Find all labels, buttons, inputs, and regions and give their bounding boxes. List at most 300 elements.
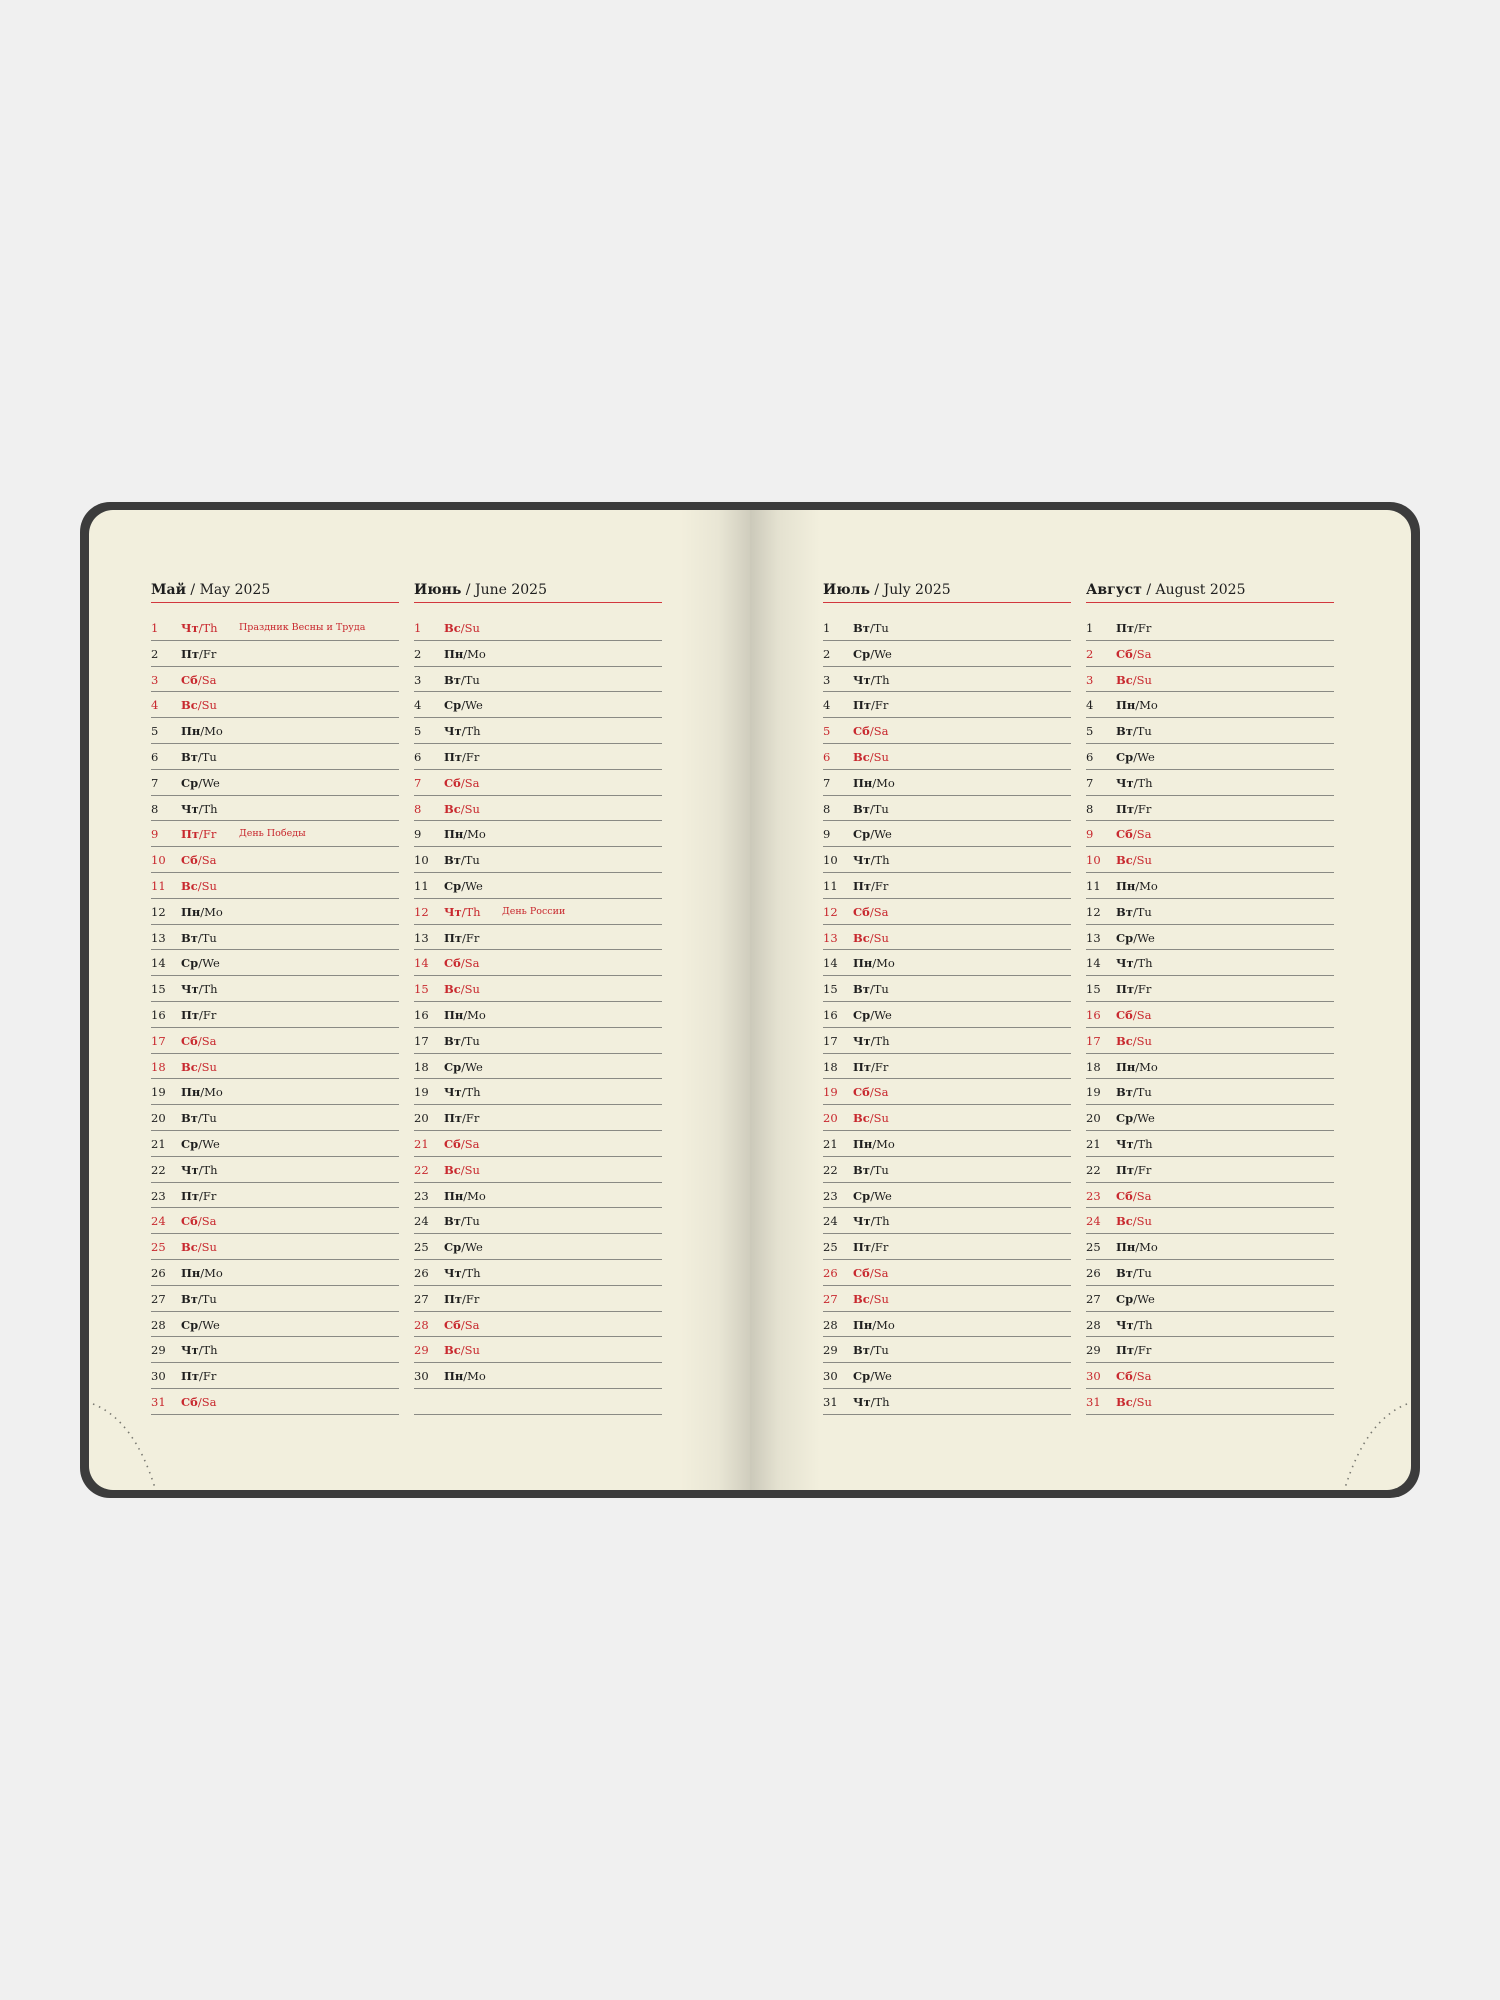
day-number: 19 [151,1085,166,1100]
weekday-separator: / [198,1343,203,1358]
month-august [1086,580,1334,1415]
day-number: 27 [414,1291,429,1306]
weekday-en: Tu [873,1343,889,1358]
weekday-ru: Вс [444,801,461,816]
weekday-ru: Пт [853,1059,871,1074]
weekday-en: We [1137,930,1155,945]
spine-shadow [680,510,750,1490]
weekday-ru: Пн [1116,698,1136,713]
weekday-ru: Вт [1116,1265,1133,1280]
day-row [823,1363,1071,1389]
weekday-separator: / [870,1369,875,1384]
weekday [181,905,223,919]
weekday-separator: / [462,749,466,764]
month-header [823,580,1071,603]
weekday [444,802,480,816]
weekday [444,1189,486,1203]
day-number: 11 [1086,878,1101,893]
weekday-separator: / [1132,853,1137,868]
weekday-en: Mo [204,1265,223,1280]
day-row [1086,1389,1334,1415]
weekday-ru: Ср [853,827,871,842]
day-number: 19 [1086,1085,1101,1100]
day-row [823,1208,1071,1234]
weekday [444,776,479,790]
weekday-ru: Ср [1116,1111,1134,1126]
weekday [1116,931,1155,945]
weekday-en: Tu [873,801,889,816]
weekday-ru: Пт [444,1291,462,1306]
weekday [1116,827,1151,841]
weekday [181,982,218,996]
day-row [151,1054,399,1080]
weekday-ru: Ср [853,1007,871,1022]
weekday [444,1318,479,1332]
day-row [414,796,662,822]
weekday [444,724,481,738]
day-row [1086,796,1334,822]
weekday-separator: / [197,930,202,945]
weekday-en: Mo [204,1085,223,1100]
weekday-en: Sa [873,724,889,739]
day-number: 13 [823,930,838,945]
day-row [823,925,1071,951]
weekday-ru: Вс [1116,1214,1133,1229]
weekday-en: Su [464,801,480,816]
day-number: 17 [1086,1033,1101,1048]
day-row [823,1389,1071,1415]
day-number: 3 [1086,672,1094,687]
weekday [853,1292,889,1306]
weekday-separator: / [197,853,202,868]
weekday-ru: Пн [1116,878,1136,893]
weekday [444,1163,480,1177]
day-number: 9 [414,827,422,842]
day-row [823,615,1071,641]
weekday-ru: Пт [853,1240,871,1255]
day-row [1086,770,1334,796]
day-number: 31 [1086,1394,1101,1409]
weekday [181,1395,216,1409]
weekday-en: Fr [202,1007,217,1022]
weekday-ru: Чт [181,1343,199,1358]
weekday-en: Su [201,698,217,713]
weekday [1116,853,1152,867]
day-row [1086,1105,1334,1131]
weekday-separator: / [197,672,202,687]
weekday-ru: Чт [444,904,462,919]
weekday-separator: / [198,1317,203,1332]
weekday [181,1214,216,1228]
weekday-separator: / [199,1369,203,1384]
day-number: 30 [823,1369,838,1384]
weekday-en: Fr [1137,1343,1152,1358]
weekday-en: Su [873,749,889,764]
weekday [181,647,216,661]
day-number: 12 [414,904,429,919]
day-number: 14 [823,956,838,971]
day-number: 7 [151,775,159,790]
day-row [1086,899,1334,925]
weekday [1116,1240,1158,1254]
weekday [444,879,483,893]
weekday-en: Mo [204,904,223,919]
weekday-separator: / [1132,1394,1137,1409]
day-row [151,899,399,925]
weekday [181,1266,223,1280]
weekday [1116,1266,1152,1280]
day-number: 11 [414,878,429,893]
day-number: 4 [823,698,831,713]
weekday-separator: / [460,956,465,971]
weekday-ru: Чт [853,1394,871,1409]
day-number: 15 [151,982,166,997]
weekday [853,827,892,841]
day-number: 2 [151,646,159,661]
weekday-separator: / [463,1369,468,1384]
day-row [414,1337,662,1363]
weekday [853,621,889,635]
weekday-ru: Вт [853,982,870,997]
weekday [1116,982,1151,996]
day-row [1086,615,1334,641]
day-number: 25 [823,1240,838,1255]
weekday-ru: Вс [444,982,461,997]
weekday [181,879,217,893]
weekday-en: Th [202,621,218,635]
weekday [1116,673,1152,687]
weekday-en: Sa [1136,827,1152,842]
weekday [181,724,223,738]
weekday-ru: Ср [181,956,199,971]
day-number: 13 [151,930,166,945]
day-number: 8 [151,801,159,816]
weekday-ru: Чт [181,621,199,635]
day-row [414,1002,662,1028]
day-number: 14 [414,956,429,971]
weekday [1116,1343,1151,1357]
day-row [1086,976,1334,1002]
day-row [1086,692,1334,718]
day-number: 28 [1086,1317,1101,1332]
day-list [823,615,1071,1415]
weekday-en: Sa [1136,1188,1152,1203]
day-number: 6 [1086,749,1094,764]
weekday-en: Tu [1136,904,1152,919]
weekday-en: Mo [467,1369,486,1384]
weekday-separator: / [1134,621,1138,635]
weekday-en: Mo [1139,1240,1158,1255]
weekday-ru: Пт [853,698,871,713]
weekday-en: Tu [201,1111,217,1126]
weekday-ru: Вс [1116,1033,1133,1048]
weekday-ru: Пт [853,878,871,893]
weekday-ru: Сб [1116,827,1133,842]
day-number: 20 [414,1111,429,1126]
day-number: 18 [1086,1059,1101,1074]
weekday-ru: Вс [444,621,461,635]
weekday-en: Th [874,1394,890,1409]
day-row [823,1286,1071,1312]
weekday [1116,1137,1153,1151]
weekday-ru: Вс [1116,1394,1133,1409]
weekday-ru: Вт [181,1111,198,1126]
day-row [151,1363,399,1389]
weekday-ru: Вт [444,672,461,687]
month-july [823,580,1071,1415]
day-row [1086,847,1334,873]
weekday-en: Su [464,621,480,635]
day-row [151,1002,399,1028]
weekday [853,931,889,945]
day-number: 24 [823,1214,838,1229]
weekday-separator: / [200,904,205,919]
day-row [823,1002,1071,1028]
month-separator: / [874,582,880,598]
weekday-en: Mo [876,1136,895,1151]
day-row [151,770,399,796]
weekday-ru: Пн [444,827,464,842]
weekday [444,1060,483,1074]
weekday [444,827,486,841]
weekday-separator: / [460,801,465,816]
day-row [823,1260,1071,1286]
day-number: 3 [823,672,831,687]
weekday [853,1266,888,1280]
weekday-separator: / [1132,672,1137,687]
weekday [181,1034,216,1048]
day-row [823,718,1071,744]
weekday-separator: / [460,1214,465,1229]
day-row [151,1105,399,1131]
day-row [823,899,1071,925]
weekday-separator: / [462,1291,466,1306]
weekday-ru: Ср [853,646,871,661]
weekday-separator: / [462,1111,466,1126]
day-row [151,821,399,847]
month-may [151,580,399,1415]
weekday [1116,1008,1151,1022]
day-row [823,821,1071,847]
weekday-en: Sa [464,1136,480,1151]
weekday-ru: Чт [444,724,462,739]
weekday-ru: Сб [181,1214,198,1229]
weekday [444,698,483,712]
weekday-en: Th [1137,775,1153,790]
weekday [853,1240,888,1254]
weekday [181,1163,218,1177]
day-number: 5 [1086,724,1094,739]
day-number: 21 [1086,1136,1101,1151]
weekday-en: Su [1136,1033,1152,1048]
weekday [181,802,218,816]
day-row [151,615,399,641]
day-number: 23 [414,1188,429,1203]
day-number: 18 [823,1059,838,1074]
weekday-separator: / [199,646,203,661]
weekday-en: Sa [1136,646,1152,661]
day-number: 29 [1086,1343,1101,1358]
weekday [444,621,480,635]
weekday-en: Mo [467,827,486,842]
weekday-separator: / [869,1085,874,1100]
day-row [151,1234,399,1260]
weekday [1116,1163,1151,1177]
weekday-separator: / [463,827,468,842]
weekday-ru: Сб [444,1136,461,1151]
weekday-ru: Пн [853,1317,873,1332]
weekday-ru: Чт [853,1214,871,1229]
weekday [181,1318,220,1332]
day-row [151,1183,399,1209]
weekday [1116,1369,1151,1383]
weekday [181,750,217,764]
weekday-ru: Ср [1116,1291,1134,1306]
month-header [414,580,662,603]
day-number: 29 [151,1343,166,1358]
weekday-separator: / [197,1291,202,1306]
weekday [444,982,480,996]
weekday-ru: Вс [181,698,198,713]
weekday-separator: / [869,801,874,816]
weekday-ru: Чт [1116,775,1134,790]
day-row [823,770,1071,796]
weekday [1116,724,1152,738]
day-number: 9 [151,827,159,842]
day-row [823,873,1071,899]
weekday-ru: Вт [853,621,870,635]
weekday [853,1060,888,1074]
day-row [414,1079,662,1105]
day-row [1086,1312,1334,1338]
weekday-ru: Пт [1116,1162,1134,1177]
weekday-en: Mo [1139,698,1158,713]
weekday-ru: Сб [1116,646,1133,661]
weekday-separator: / [869,1111,874,1126]
weekday-en: Th [202,982,218,997]
weekday-separator: / [200,724,205,739]
weekday-separator: / [869,904,874,919]
weekday-en: Sa [201,1214,217,1229]
weekday-en: Sa [873,1265,889,1280]
day-row [414,1389,662,1415]
weekday-en: We [202,775,220,790]
day-number: 2 [414,646,422,661]
weekday-en: Th [202,1162,218,1177]
weekday-separator: / [871,1240,875,1255]
weekday-en: Tu [464,1214,480,1229]
weekday-separator: / [461,878,466,893]
weekday-separator: / [200,1265,205,1280]
weekday-ru: Вт [1116,904,1133,919]
weekday-separator: / [872,1317,877,1332]
weekday-ru: Пн [444,1369,464,1384]
weekday-ru: Сб [1116,1369,1133,1384]
weekday-ru: Сб [444,1317,461,1332]
weekday-ru: Вт [853,1162,870,1177]
weekday [853,776,895,790]
weekday-separator: / [1135,698,1140,713]
day-number: 5 [823,724,831,739]
weekday-separator: / [870,1394,875,1409]
weekday-en: Tu [1136,724,1152,739]
weekday-separator: / [197,878,202,893]
weekday-separator: / [197,749,202,764]
weekday-en: Th [465,724,481,739]
weekday-en: Sa [464,1317,480,1332]
weekday-en: Sa [464,775,480,790]
day-row [1086,873,1334,899]
weekday-en: We [465,1240,483,1255]
day-number: 27 [1086,1291,1101,1306]
day-row [151,873,399,899]
day-number: 16 [151,1007,166,1022]
day-row [1086,1157,1334,1183]
weekday-ru: Ср [853,1369,871,1384]
weekday-en: Fr [874,698,889,713]
weekday-en: Su [464,982,480,997]
day-row [823,1337,1071,1363]
weekday-en: Th [465,904,481,919]
day-row [151,1389,399,1415]
weekday-separator: / [462,930,466,945]
day-number: 24 [414,1214,429,1229]
weekday-separator: / [461,1059,466,1074]
weekday-ru: Пт [444,749,462,764]
day-row [414,692,662,718]
weekday-en: Sa [1136,1007,1152,1022]
weekday-en: We [874,827,892,842]
weekday-ru: Пн [1116,1240,1136,1255]
weekday-ru: Ср [181,775,199,790]
day-row [1086,1002,1334,1028]
day-number: 15 [1086,982,1101,997]
day-row [1086,1337,1334,1363]
weekday-ru: Сб [444,775,461,790]
day-number: 10 [414,853,429,868]
weekday [444,1369,486,1383]
weekday-ru: Ср [1116,749,1134,764]
weekday-en: We [1137,1111,1155,1126]
day-row [414,1208,662,1234]
month-name-en: August 2025 [1155,582,1246,598]
weekday [853,724,888,738]
day-number: 16 [414,1007,429,1022]
weekday-separator: / [1134,1343,1138,1358]
day-row [823,1054,1071,1080]
weekday [1116,1085,1152,1099]
weekday [181,931,217,945]
day-number: 26 [1086,1265,1101,1280]
weekday-en: Su [464,1343,480,1358]
weekday-en: Su [464,1162,480,1177]
day-row [414,1028,662,1054]
weekday-en: Sa [1136,1369,1152,1384]
weekday-separator: / [1134,982,1138,997]
weekday [853,750,889,764]
day-number: 19 [823,1085,838,1100]
weekday-separator: / [197,1059,202,1074]
weekday-separator: / [461,1240,466,1255]
weekday-en: Tu [464,672,480,687]
weekday [181,1085,223,1099]
day-row [151,1286,399,1312]
weekday-en: Su [1136,672,1152,687]
weekday [444,647,486,661]
weekday-separator: / [461,1265,466,1280]
weekday-en: Sa [873,1085,889,1100]
day-number: 26 [823,1265,838,1280]
